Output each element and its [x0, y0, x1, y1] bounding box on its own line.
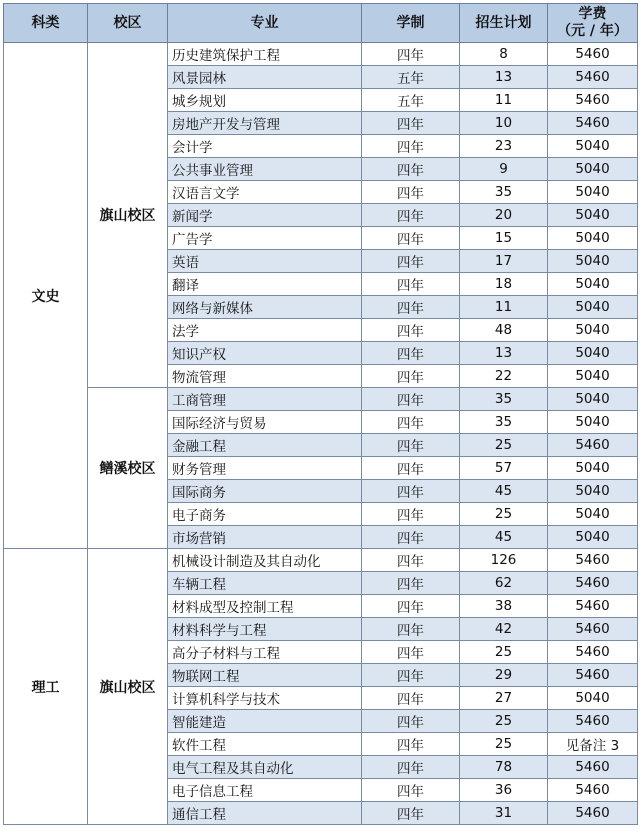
fee-cell: 5460 — [548, 89, 638, 112]
plan-cell: 23 — [460, 135, 548, 158]
major-cell: 电气工程及其自动化 — [168, 756, 362, 779]
header-fee-line2: （元 / 年） — [557, 23, 628, 39]
plan-cell: 25 — [460, 434, 548, 457]
major-cell: 房地产开发与管理 — [168, 112, 362, 135]
enrollment-plan-table — [3, 3, 638, 825]
fee-cell: 5040 — [548, 503, 638, 526]
major-cell: 国际经济与贸易 — [168, 411, 362, 434]
plan-cell: 25 — [460, 503, 548, 526]
header-campus: 校区 — [88, 4, 168, 43]
fee-cell: 5040 — [548, 687, 638, 710]
fee-cell: 5460 — [548, 802, 638, 825]
fee-cell: 5040 — [548, 480, 638, 503]
plan-cell: 57 — [460, 457, 548, 480]
major-cell: 计算机科学与技术 — [168, 687, 362, 710]
years-cell: 四年 — [362, 112, 460, 135]
fee-cell: 5040 — [548, 250, 638, 273]
major-cell: 机械设计制造及其自动化 — [168, 549, 362, 572]
years-cell: 四年 — [362, 710, 460, 733]
years-cell: 四年 — [362, 641, 460, 664]
major-cell: 财务管理 — [168, 457, 362, 480]
table-row — [4, 549, 638, 572]
major-cell: 法学 — [168, 319, 362, 342]
years-cell: 四年 — [362, 434, 460, 457]
fee-cell: 5460 — [548, 618, 638, 641]
major-cell: 风景园林 — [168, 66, 362, 89]
plan-cell: 15 — [460, 227, 548, 250]
major-cell: 新闻学 — [168, 204, 362, 227]
years-cell: 四年 — [362, 756, 460, 779]
years-cell: 四年 — [362, 411, 460, 434]
fee-cell: 5460 — [548, 572, 638, 595]
major-cell: 材料科学与工程 — [168, 618, 362, 641]
category-cell: 文史 — [4, 43, 88, 549]
fee-cell: 5040 — [548, 204, 638, 227]
plan-cell: 45 — [460, 480, 548, 503]
fee-cell: 5040 — [548, 296, 638, 319]
fee-cell: 5040 — [548, 342, 638, 365]
plan-cell: 29 — [460, 664, 548, 687]
years-cell: 四年 — [362, 802, 460, 825]
fee-cell: 5460 — [548, 434, 638, 457]
plan-cell: 31 — [460, 802, 548, 825]
fee-cell: 5460 — [548, 112, 638, 135]
fee-cell: 见备注 3 — [548, 733, 638, 756]
major-cell: 市场营销 — [168, 526, 362, 549]
fee-cell: 5460 — [548, 779, 638, 802]
fee-cell: 5040 — [548, 457, 638, 480]
major-cell: 物联网工程 — [168, 664, 362, 687]
major-cell: 材料成型及控制工程 — [168, 595, 362, 618]
plan-cell: 25 — [460, 641, 548, 664]
header-row — [4, 4, 638, 43]
major-cell: 智能建造 — [168, 710, 362, 733]
years-cell: 四年 — [362, 250, 460, 273]
major-cell: 会计学 — [168, 135, 362, 158]
years-cell: 四年 — [362, 204, 460, 227]
plan-cell: 126 — [460, 549, 548, 572]
years-cell: 四年 — [362, 526, 460, 549]
plan-cell: 18 — [460, 273, 548, 296]
fee-cell: 5040 — [548, 526, 638, 549]
fee-cell: 5040 — [548, 181, 638, 204]
years-cell: 四年 — [362, 503, 460, 526]
table-row — [4, 43, 638, 66]
plan-cell: 78 — [460, 756, 548, 779]
years-cell: 四年 — [362, 572, 460, 595]
years-cell: 四年 — [362, 319, 460, 342]
major-cell: 城乡规划 — [168, 89, 362, 112]
years-cell: 四年 — [362, 388, 460, 411]
years-cell: 四年 — [362, 135, 460, 158]
plan-cell: 62 — [460, 572, 548, 595]
fee-cell: 5460 — [548, 43, 638, 66]
table-row — [4, 388, 638, 411]
campus-cell: 旗山校区 — [88, 43, 168, 388]
fee-cell: 5040 — [548, 135, 638, 158]
major-cell: 车辆工程 — [168, 572, 362, 595]
major-cell: 软件工程 — [168, 733, 362, 756]
major-cell: 工商管理 — [168, 388, 362, 411]
years-cell: 四年 — [362, 687, 460, 710]
plan-cell: 13 — [460, 342, 548, 365]
years-cell: 四年 — [362, 779, 460, 802]
fee-cell: 5460 — [548, 710, 638, 733]
plan-cell: 35 — [460, 181, 548, 204]
fee-cell: 5460 — [548, 756, 638, 779]
fee-cell: 5040 — [548, 227, 638, 250]
plan-cell: 10 — [460, 112, 548, 135]
years-cell: 四年 — [362, 273, 460, 296]
major-cell: 高分子材料与工程 — [168, 641, 362, 664]
major-cell: 电子信息工程 — [168, 779, 362, 802]
plan-cell: 35 — [460, 388, 548, 411]
years-cell: 四年 — [362, 618, 460, 641]
major-cell: 知识产权 — [168, 342, 362, 365]
major-cell: 广告学 — [168, 227, 362, 250]
plan-cell: 25 — [460, 710, 548, 733]
years-cell: 四年 — [362, 43, 460, 66]
plan-cell: 8 — [460, 43, 548, 66]
fee-cell: 5040 — [548, 319, 638, 342]
plan-cell: 42 — [460, 618, 548, 641]
plan-cell: 22 — [460, 365, 548, 388]
header-plan: 招生计划 — [460, 4, 548, 43]
plan-cell: 27 — [460, 687, 548, 710]
plan-cell: 11 — [460, 296, 548, 319]
plan-cell: 9 — [460, 158, 548, 181]
major-cell: 物流管理 — [168, 365, 362, 388]
major-cell: 网络与新媒体 — [168, 296, 362, 319]
major-cell: 汉语言文学 — [168, 181, 362, 204]
years-cell: 四年 — [362, 549, 460, 572]
fee-cell: 5040 — [548, 273, 638, 296]
campus-cell: 旗山校区 — [88, 549, 168, 825]
plan-cell: 45 — [460, 526, 548, 549]
plan-cell: 48 — [460, 319, 548, 342]
header-fee-line1: 学费 — [578, 6, 607, 22]
years-cell: 四年 — [362, 296, 460, 319]
fee-cell: 5460 — [548, 66, 638, 89]
header-years: 学制 — [362, 4, 460, 43]
header-major: 专业 — [168, 4, 362, 43]
plan-cell: 17 — [460, 250, 548, 273]
years-cell: 五年 — [362, 66, 460, 89]
fee-cell: 5460 — [548, 664, 638, 687]
plan-cell: 20 — [460, 204, 548, 227]
plan-cell: 35 — [460, 411, 548, 434]
major-cell: 翻译 — [168, 273, 362, 296]
plan-cell: 11 — [460, 89, 548, 112]
major-cell: 国际商务 — [168, 480, 362, 503]
plan-cell: 13 — [460, 66, 548, 89]
header-fee — [548, 4, 638, 43]
years-cell: 四年 — [362, 480, 460, 503]
fee-cell: 5460 — [548, 549, 638, 572]
category-cell: 理工 — [4, 549, 88, 825]
plan-cell: 25 — [460, 733, 548, 756]
fee-cell: 5460 — [548, 641, 638, 664]
years-cell: 四年 — [362, 733, 460, 756]
years-cell: 四年 — [362, 365, 460, 388]
years-cell: 四年 — [362, 227, 460, 250]
fee-cell: 5040 — [548, 388, 638, 411]
table-body — [4, 43, 638, 825]
years-cell: 四年 — [362, 342, 460, 365]
years-cell: 四年 — [362, 664, 460, 687]
major-cell: 英语 — [168, 250, 362, 273]
major-cell: 电子商务 — [168, 503, 362, 526]
fee-cell: 5040 — [548, 365, 638, 388]
plan-cell: 38 — [460, 595, 548, 618]
years-cell: 四年 — [362, 158, 460, 181]
campus-cell: 鳝溪校区 — [88, 388, 168, 549]
years-cell: 四年 — [362, 595, 460, 618]
fee-cell: 5460 — [548, 595, 638, 618]
years-cell: 四年 — [362, 457, 460, 480]
table-header — [4, 4, 638, 43]
major-cell: 公共事业管理 — [168, 158, 362, 181]
major-cell: 通信工程 — [168, 802, 362, 825]
header-category: 科类 — [4, 4, 88, 43]
fee-cell: 5040 — [548, 158, 638, 181]
years-cell: 五年 — [362, 89, 460, 112]
major-cell: 历史建筑保护工程 — [168, 43, 362, 66]
plan-cell: 36 — [460, 779, 548, 802]
years-cell: 四年 — [362, 181, 460, 204]
fee-cell: 5040 — [548, 411, 638, 434]
major-cell: 金融工程 — [168, 434, 362, 457]
